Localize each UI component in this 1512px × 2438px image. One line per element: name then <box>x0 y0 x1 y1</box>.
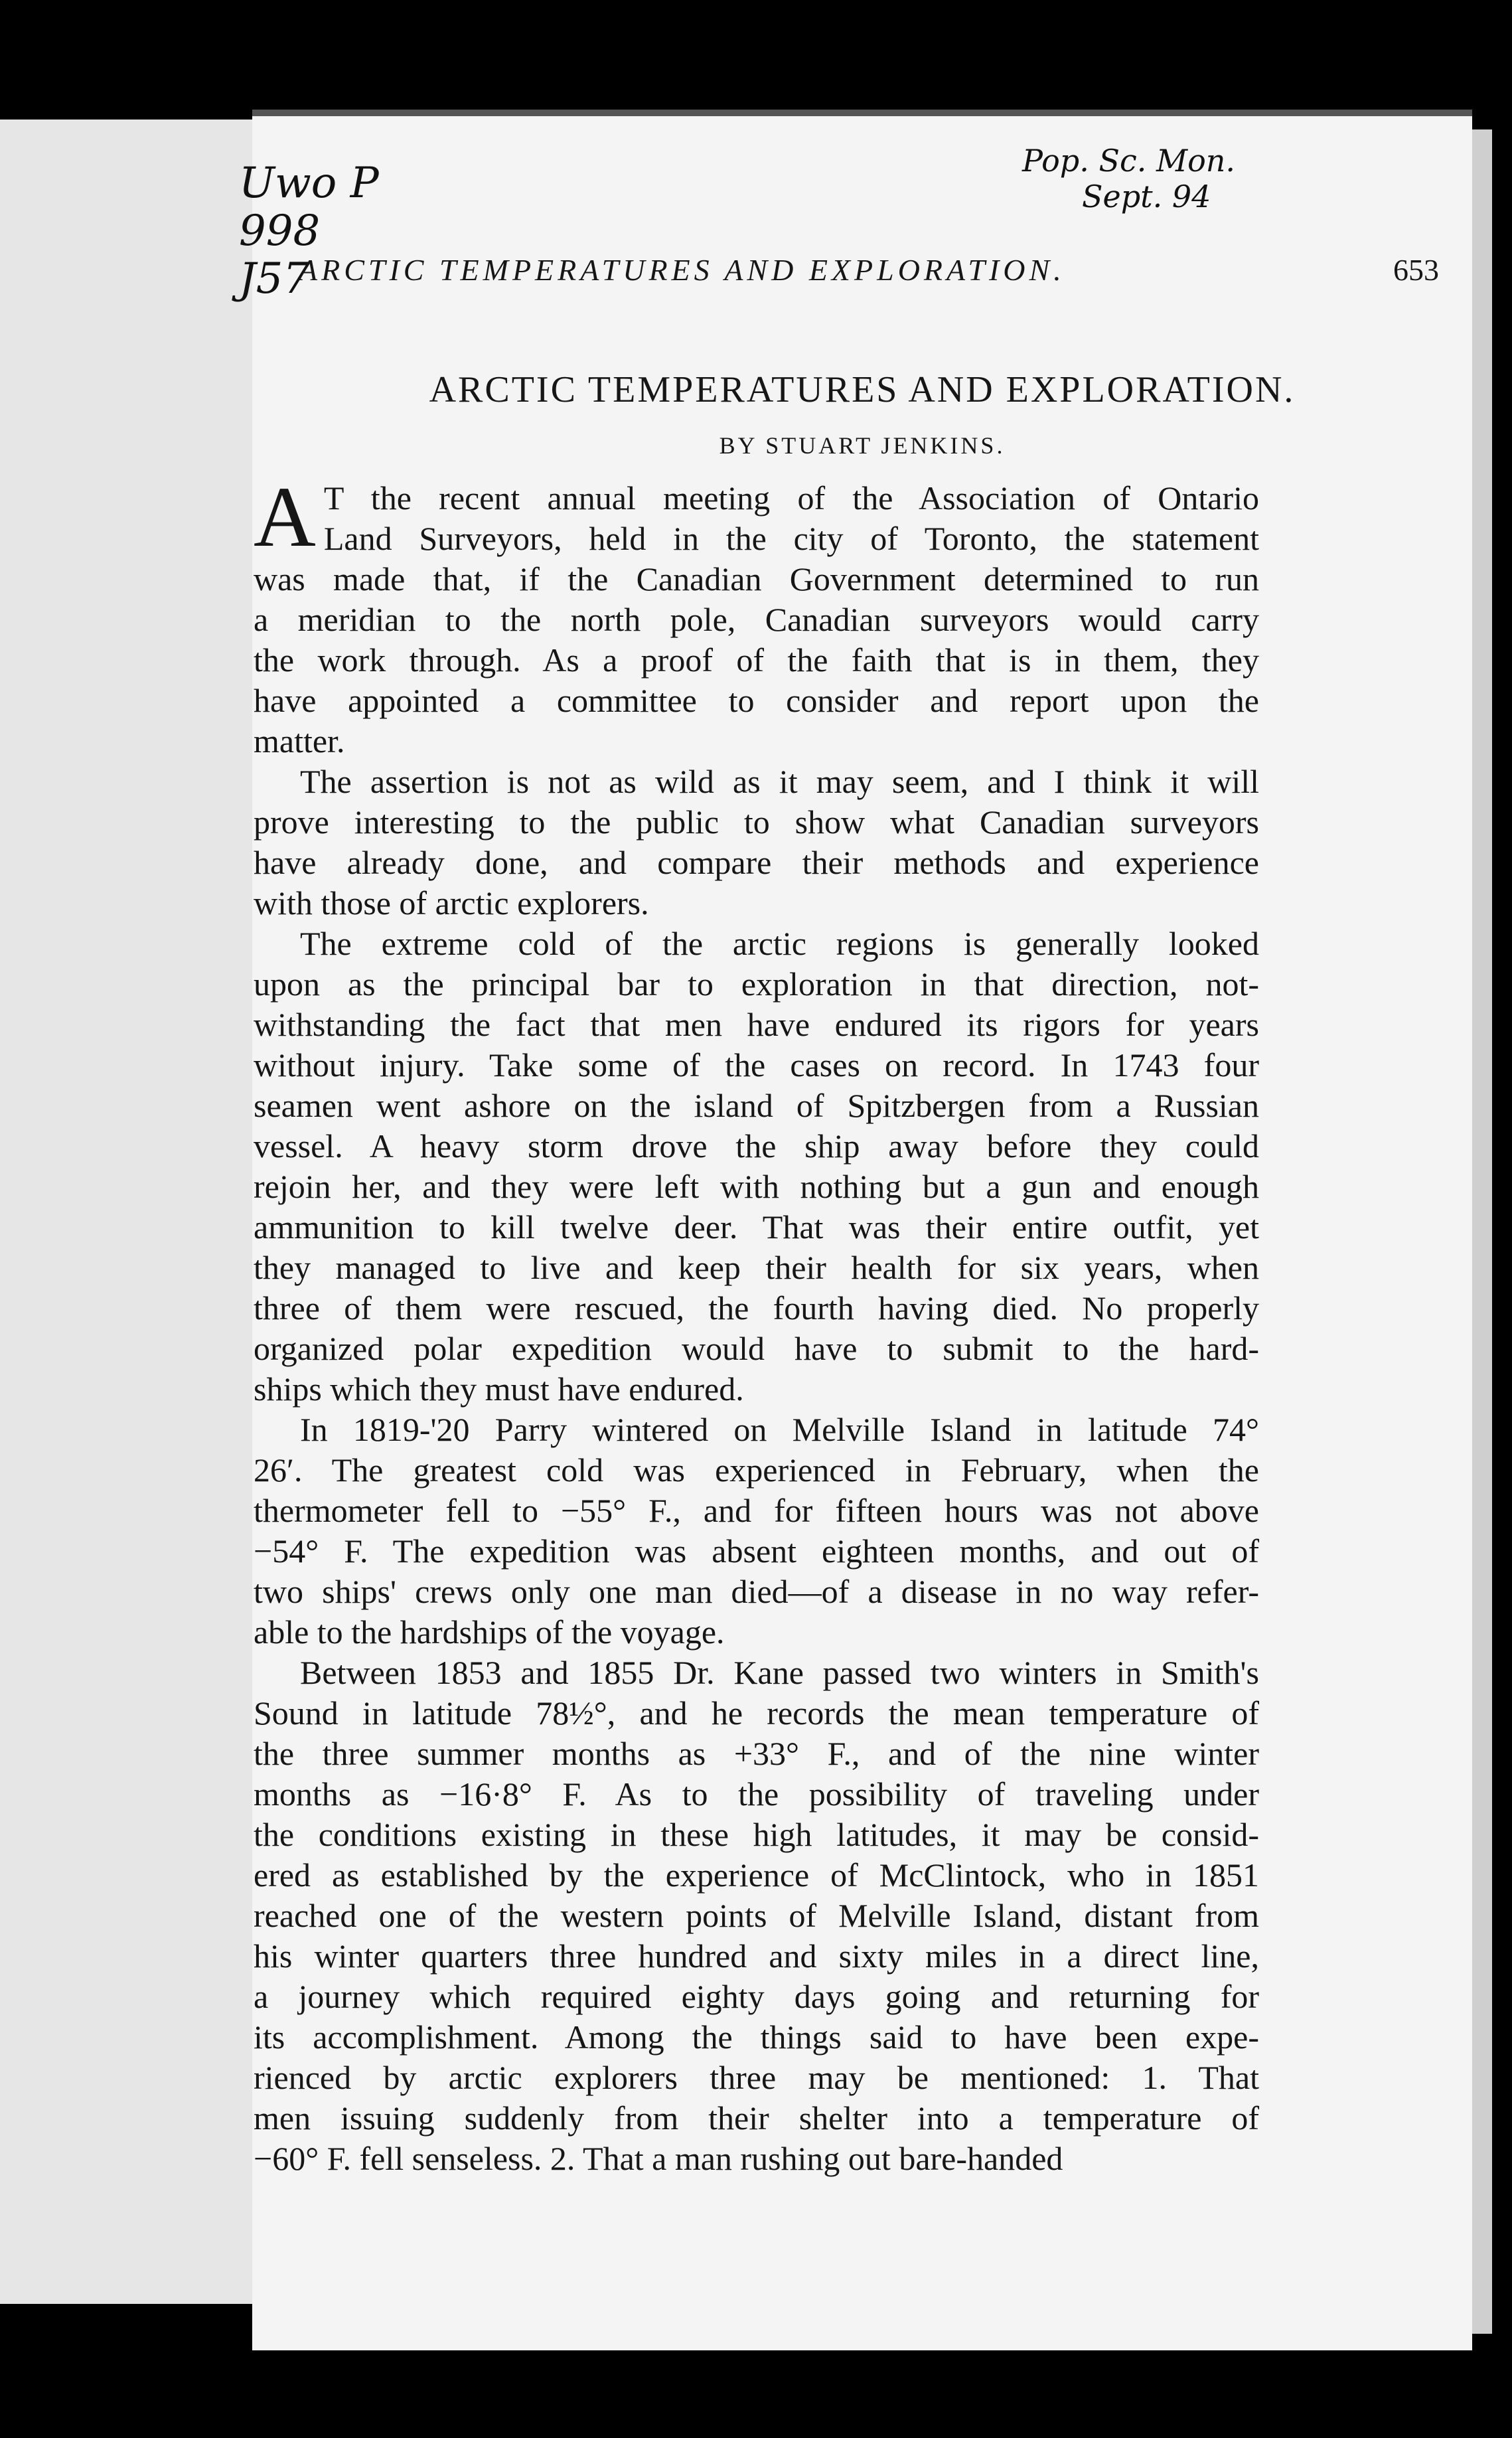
handwritten-line: 998 <box>239 206 321 256</box>
text-line: reached one of the western points of Melville Island, distant from <box>254 1897 1259 1934</box>
text-line: ered as established by the experience of McClintock, who in 1851 <box>254 1856 1259 1894</box>
text-line: rienced by arctic explorers three may be mentioned: 1. That <box>254 2059 1259 2096</box>
text-line: ships which they must have endured. <box>254 1370 744 1408</box>
page-number: 653 <box>1393 253 1439 287</box>
paragraph <box>254 469 1259 762</box>
article-body <box>254 469 1259 2179</box>
paragraph <box>254 762 1259 924</box>
handwritten-line: J57 <box>239 254 311 303</box>
text-line: T the recent annual meeting of the Association of Ontario <box>323 479 1259 517</box>
text-line: the three summer months as +33° F., and of the nine winter <box>254 1735 1259 1772</box>
text-line: matter. <box>254 722 345 760</box>
text-line: seamen went ashore on the island of Spitzbergen from a Russian <box>254 1087 1259 1124</box>
text-line: without injury. Take some of the cases on record. In 1743 four <box>254 1046 1259 1084</box>
text-line: with those of arctic explorers. <box>254 884 649 922</box>
text-line: Sound in latitude 78½°, and he records the mean temperature of <box>254 1694 1259 1732</box>
text-line: two ships' crews only one man died—of a disease in no way refer- <box>254 1573 1259 1610</box>
text-line: Land Surveyors, held in the city of Toronto, the statement <box>323 520 1259 557</box>
text-line: upon as the principal bar to exploration in that direction, not- <box>254 965 1259 1003</box>
article-title: ARCTIC TEMPERATURES AND EXPLORATION. <box>429 369 1296 410</box>
handwritten-line: Sept. 94 <box>1082 179 1211 214</box>
handwritten-citation <box>1022 143 1235 214</box>
text-line: rejoin her, and they were left with nothing but a gun and enough <box>254 1168 1259 1205</box>
text-line: organized polar expedition would have to submit to the hard- <box>254 1330 1259 1367</box>
book-page <box>239 110 1472 2350</box>
text-line: prove interesting to the public to show what Canadian surveyors <box>254 803 1259 841</box>
running-head: ARCTIC TEMPERATURES AND EXPLORATION. <box>299 253 1065 287</box>
text-line: a journey which required eighty days going and returning for <box>254 1978 1259 2015</box>
text-line: −60° F. fell senseless. 2. That a man rushing out bare-handed <box>254 2140 1063 2177</box>
text-line: have already done, and compare their methods and experience <box>254 844 1259 881</box>
paragraph <box>254 924 1259 1410</box>
text-line: his winter quarters three hundred and sixty miles in a direct line, <box>254 1937 1259 1975</box>
text-line: In 1819-'20 Parry wintered on Melville Island in latitude 74° <box>300 1411 1259 1448</box>
paragraph <box>254 1653 1259 2179</box>
facing-page-edge <box>0 120 256 2304</box>
text-line: able to the hardships of the voyage. <box>254 1613 725 1651</box>
text-line: the work through. As a proof of the faith that is in them, they <box>254 641 1259 679</box>
text-line: 26′. The greatest cold was experienced in February, when the <box>254 1451 1259 1489</box>
text-line: vessel. A heavy storm drove the ship away before they could <box>254 1127 1259 1165</box>
handwritten-line: Pop. Sc. Mon. <box>1022 143 1236 179</box>
text-line: thermometer fell to −55° F., and for fifteen hours was not above <box>254 1492 1259 1529</box>
text-line: they managed to live and keep their health for six years, when <box>254 1249 1259 1286</box>
text-line: Between 1853 and 1855 Dr. Kane passed two winters in Smith's <box>300 1654 1259 1691</box>
article-byline: BY STUART JENKINS. <box>719 432 1006 459</box>
text-line: men issuing suddenly from their shelter into a temperature of <box>254 2099 1259 2137</box>
text-line: ammunition to kill twelve deer. That was their entire outfit, yet <box>254 1208 1259 1246</box>
text-line: a meridian to the north pole, Canadian surveyors would carry <box>254 601 1259 638</box>
text-line: The extreme cold of the arctic regions is generally looked <box>300 925 1259 962</box>
handwritten-line: Uwo P <box>239 159 379 208</box>
text-line: was made that, if the Canadian Government determined to run <box>254 560 1259 598</box>
text-line: months as −16·8° F. As to the possibility of traveling under <box>254 1775 1259 1813</box>
text-line: −54° F. The expedition was absent eighteen months, and out of <box>254 1532 1259 1570</box>
drop-cap: A <box>254 469 316 565</box>
page-edge-shadow <box>1472 129 1492 2334</box>
text-line: the conditions existing in these high latitudes, it may be consid- <box>254 1816 1259 1853</box>
text-line: withstanding the fact that men have endured its rigors for years <box>254 1006 1259 1043</box>
text-line: three of them were rescued, the fourth having died. No properly <box>254 1289 1259 1327</box>
paragraph <box>254 1410 1259 1653</box>
text-line: have appointed a committee to consider and report upon the <box>254 682 1259 719</box>
text-line: The assertion is not as wild as it may seem, and I think it will <box>300 763 1259 800</box>
text-line: its accomplishment. Among the things said to have been expe- <box>254 2018 1259 2056</box>
